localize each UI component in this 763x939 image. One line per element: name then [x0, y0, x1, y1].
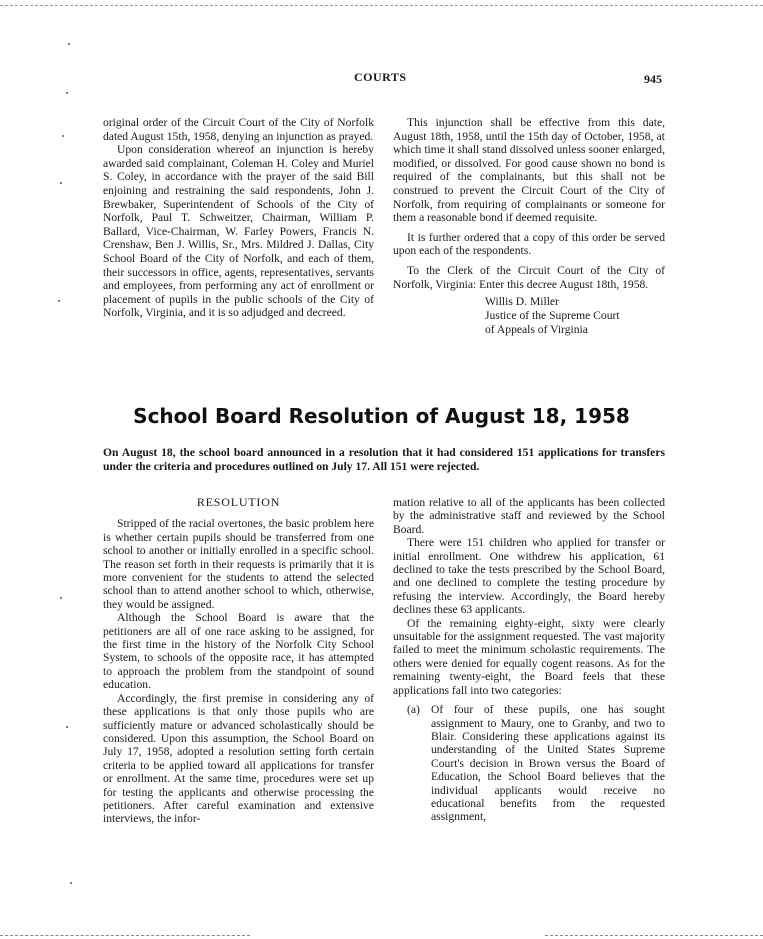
scan-speck — [66, 726, 68, 728]
order-paragraph: This injunction shall be effective from this date, August 18th, 1958, until the 15th day of October, 1958, at which time it shall stand dissolved unless sooner enlarged, modified, or dissolved. For good cause shown no bond is required of the complainants, but this shall not be construed to prevent the Circuit Court of the City of Norfolk, from requiring of complainants or someone for them a reasonable bond if deemed requisite. — [393, 116, 665, 225]
order-paragraph: To the Clerk of the Circuit Court of the City of Norfolk, Virginia: Enter this decree August 18th, 1958. — [393, 263, 665, 291]
resolution-paragraph: Stripped of the racial overtones, the basic problem here is whether certain pupils should be transferred from one school to another or initially enrolled in a specific school. The reason set forth in their requests is primarily that it is more convenient for the students to attend the selected school than to attend another school to which, otherwise, they would be assigned. — [103, 517, 374, 611]
resolution-paragraph: Although the School Board is aware that the petitioners are all of one race asking to be assigned, for the first time in the history of the Norfolk City School System, to schools of the opposite race, it has attempted to approach the problem from the standpoint of sound education. — [103, 611, 374, 692]
scan-bottom-rule — [0, 935, 250, 936]
article-intro: On August 18, the school board announced in a resolution that it had considered 151 applications for transfers under the criteria and procedures outlined on July 17. All 151 were rejected. — [103, 446, 665, 473]
scan-speck — [60, 182, 62, 184]
order-right-column — [393, 116, 665, 337]
resolution-paragraph: Of the remaining eighty-eight, sixty were clearly unsuitable for the assignment requested. The vast majority failed to meet the minimum scholastic requirements. The others were denied for equally cogent reasons. As for the remaining twenty-eight, the Board feels that these applications fall into two categories: — [393, 616, 665, 697]
running-head: COURTS — [354, 70, 407, 84]
signer-title: of Appeals of Virginia — [485, 323, 588, 337]
list-item — [393, 703, 665, 824]
scan-bottom-rule — [545, 935, 763, 936]
resolution-left-column — [103, 496, 374, 826]
order-paragraph: It is further ordered that a copy of this order be served upon each of the respondents. — [393, 230, 665, 258]
signature-block — [485, 295, 665, 337]
scan-speck — [66, 92, 68, 94]
list-item-text: Of four of these pupils, one has sought assignment to Maury, one to Granby, and two to Blair. Considering these applications against its understanding of the United States Supreme Court's decision in Brown versus the Board of Education, the School Board believes that the individual applicants would receive no educational benefits from the requested assignment, — [431, 703, 665, 824]
article-headline: School Board Resolution of August 18, 1958 — [133, 404, 630, 428]
scan-top-border — [0, 5, 763, 6]
page-number: 945 — [644, 72, 662, 86]
scan-speck — [68, 43, 70, 45]
resolution-right-column — [393, 496, 665, 824]
resolution-paragraph: There were 151 children who applied for transfer or initial enrollment. One withdrew his application, 61 declined to take the tests prescribed by the School Board, and one declined to complete the testing procedure by refusing the interview. Accordingly, the Board hereby declines these 63 applicants. — [393, 536, 665, 617]
signer-name: Willis D. Miller — [485, 295, 559, 309]
order-left-column — [103, 116, 374, 320]
scan-speck — [60, 597, 62, 599]
order-paragraph: original order of the Circuit Court of the City of Norfolk dated August 15th, 1958, denying an injunction as prayed. — [103, 116, 374, 143]
list-item-marker: (a) — [407, 703, 420, 717]
resolution-paragraph: mation relative to all of the applicants has been collected by the administrative staff and reviewed by the School Board. — [393, 496, 665, 536]
resolution-heading: RESOLUTION — [196, 495, 281, 509]
signer-title: Justice of the Supreme Court — [485, 309, 620, 323]
scan-speck — [62, 135, 64, 137]
order-paragraph: Upon consideration whereof an injunction is hereby awarded said complainant, Coleman H. Coley and Muriel S. Coley, in accordance with the prayer of the said Bill enjoining and restraining the said respondents, John J. Brewbaker, Superintendent of Schools of the City of Norfolk, Paul T. Schweitzer, Chairman, William P. Ballard, Vice-Chairman, W. Farley Powers, Francis N. Crenshaw, Ben J. Willis, Sr., Mrs. Mildred J. Dallas, City School Board of the City of Norfolk, and each of them, their successors in office, agents, representatives, servants and employees, from performing any act of enrollment or placement of pupils in the public schools of the City of Norfolk, Virginia, and it is so adjudged and decreed. — [103, 143, 374, 320]
scan-speck — [58, 300, 60, 302]
scan-speck — [70, 882, 72, 884]
resolution-paragraph: Accordingly, the first premise in considering any of these applications is that only those pupils who are sufficiently mature or advanced scholastically should be considered. Upon this assumption, the School Board on July 17, 1958, adopted a resolution setting forth certain criteria to be applied toward all applications for transfer or enrollment. At the same time, procedures were set up for testing the applicants and otherwise processing the petitioners. After careful examination and extensive interviews, the infor- — [103, 691, 374, 826]
